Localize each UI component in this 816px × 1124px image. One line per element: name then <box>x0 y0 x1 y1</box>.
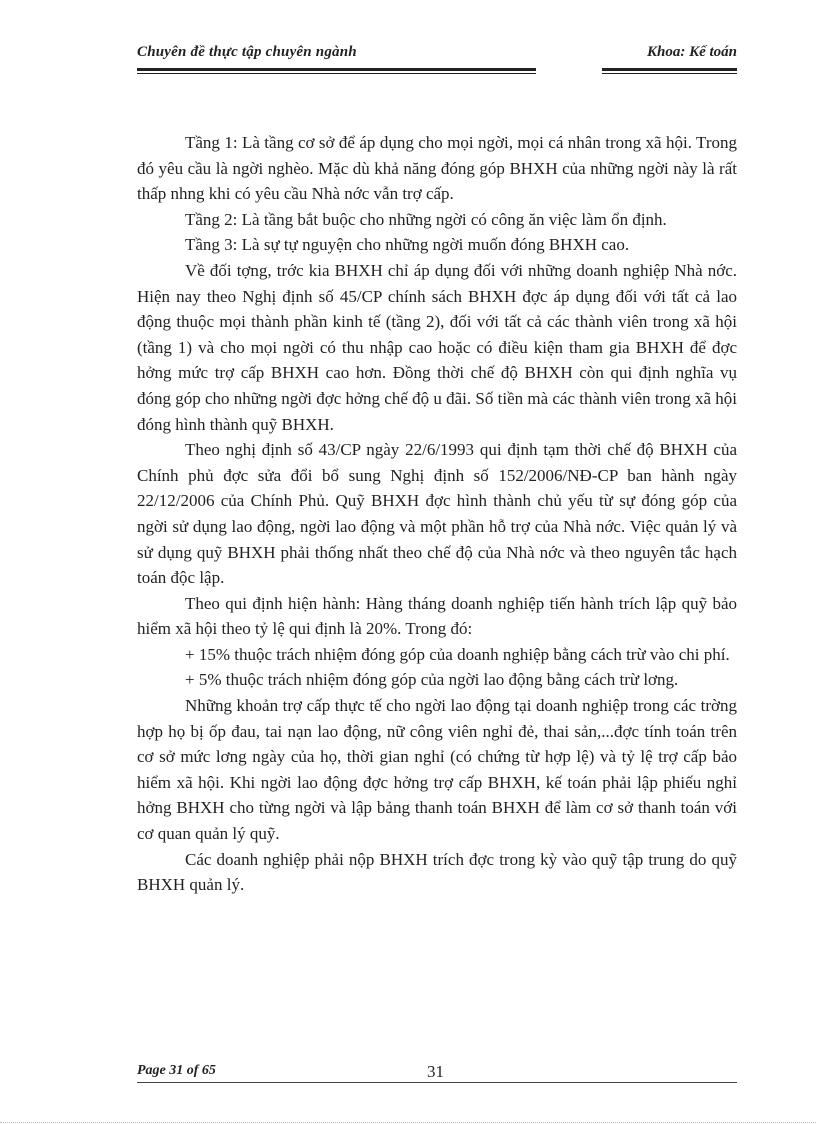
paragraph: Về đối tợng, trớc kia BHXH chỉ áp dụng đối với những doanh nghiệp Nhà nớc. Hiện nay theo Nghị định số 45/CP chính sách BHXH đợc áp dụng đối với tất cả lao động thuộc mọi thành phần kinh tế (tầng 2), đối với tất cả các thành viên trong xã hội (tầng 1) và cho mọi ngời có thu nhập cao hoặc có điều kiện tham gia BHXH để đợc hởng mức trợ cấp BHXH cao hơn. Đồng thời chế độ BHXH còn qui định nghĩa vụ đóng góp cho những ngời đợc hởng chế độ u đãi. Số tiền mà các thành viên trong xã hội đóng hình thành quỹ BHXH. <box>137 260 737 434</box>
header-rule-thick <box>137 68 737 71</box>
header-rule-thin <box>137 73 737 74</box>
paragraph: Theo qui định hiện hành: Hàng tháng doanh nghiệp tiến hành trích lập quỹ bảo hiểm xã hội theo tỷ lệ qui định là 20%. Trong đó: <box>137 593 737 639</box>
paragraph: Tầng 2: Là tầng bắt buộc cho những ngời có công ăn việc làm ổn định. <box>185 209 667 229</box>
header-department: Khoa: Kế toán <box>646 44 737 60</box>
header-rule-gap <box>536 66 602 76</box>
body-text <box>137 130 737 898</box>
header-title: Chuyên đề thực tập chuyên ngành <box>137 44 357 60</box>
page-header <box>137 44 737 68</box>
paragraph: Các doanh nghiệp phải nộp BHXH trích đợc trong kỳ vào quỹ tập trung do quỹ BHXH quản lý. <box>137 849 737 895</box>
footer-rule <box>137 1082 737 1083</box>
paragraph: Theo nghị định số 43/CP ngày 22/6/1993 qui định tạm thời chế độ BHXH của Chính phủ đợc sửa đổi bổ sung Nghị định số 152/2006/NĐ-CP ban hành ngày 22/12/2006 của Chính Phủ. Quỹ BHXH đợc hình thành chủ yếu từ sự đóng góp của ngời sử dụng lao động, ngời lao động và một phần hỗ trợ của Nhà nớc. Việc quản lý và sử dụng quỹ BHXH phải thống nhất theo chế độ của Nhà nớc và theo nguyên tắc hạch toán độc lập. <box>137 440 737 588</box>
paragraph: Tầng 1: Là tầng cơ sở để áp dụng cho mọi ngời, mọi cá nhân trong xã hội. Trong đó yêu cầu là ngời nghèo. Mặc dù khả năng đóng góp BHXH của những ngời này là rất thấp nhng khi có yêu cầu Nhà nớc vẫn trợ cấp. <box>137 133 737 204</box>
footer-page-of: Page 31 of 65 <box>137 1063 216 1078</box>
paragraph: Những khoản trợ cấp thực tế cho ngời lao động tại doanh nghiệp trong các trờng hợp họ bị ốp đau, tai nạn lao động, nữ công viên nghỉ đẻ, thai sản,...đợc tính toán trên cơ sở mức lơng ngày của họ, thời gian nghỉ (có chứng từ hợp lệ) và tỷ lệ trợ cấp bảo hiểm xã hội. Khi ngời lao động đợc hởng trợ cấp BHXH, kế toán phải lập phiếu nghỉ hởng BHXH cho từng ngời và lập bảng thanh toán BHXH để làm cơ sở thanh toán với cơ quan quản lý quỹ. <box>137 696 737 844</box>
paragraph: + 5% thuộc trách nhiệm đóng góp của ngời lao động bằng cách trừ lơng. <box>185 670 679 690</box>
paragraph: Tầng 3: Là sự tự nguyện cho những ngời muốn đóng BHXH cao. <box>185 235 630 255</box>
paragraph: + 15% thuộc trách nhiệm đóng góp của doanh nghiệp bằng cách trừ vào chi phí. <box>185 644 730 664</box>
footer-page-number: 31 <box>427 1062 444 1081</box>
